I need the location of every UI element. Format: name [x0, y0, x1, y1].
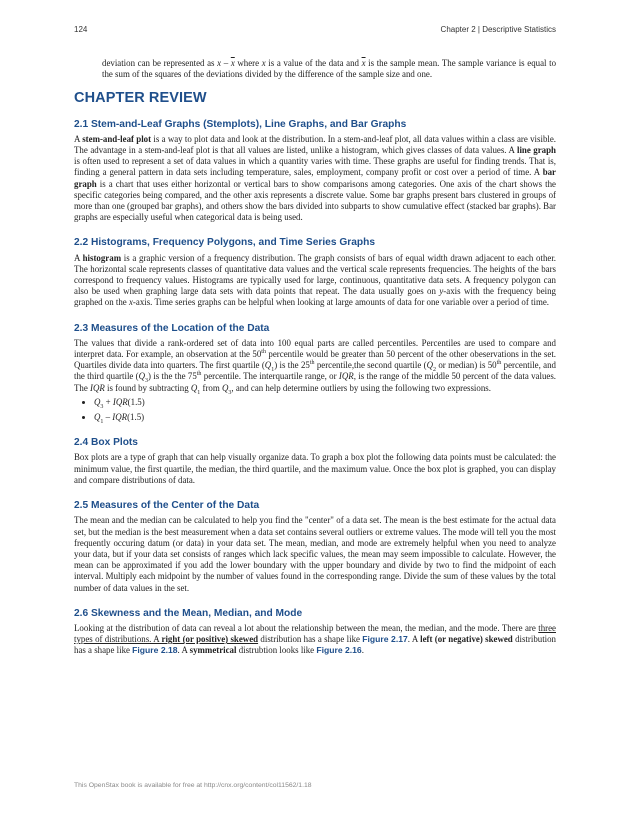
section-2-4: [74, 437, 556, 486]
term-bar-graph: bar graph: [74, 167, 556, 189]
list-item: • $Q_1 - IQR(1.5)$: [94, 412, 556, 423]
section-paragraph: The values that divide a rank-ordered set of data into 100 equal parts are called percentiles. Percentiles are used to compare and interpret data. For example, an observation at the 50th percentile would be greater than 50 percent of the other obeservations in the set. Quartiles divide data into quarters. The first quartile $(Q_1)$ is the 25th percentile,the second quartile ($Q_2$ or median) is 50th percentile, and the third quartile $(Q_3)$ is the the 75th percentile. The interquartile range, or IQR, is the range of the middle 50 percent of the data values. The IQR is found by subtracting $Q_1$ from $Q_3$, and can help determine outliers by using the following two expressions.: [74, 337, 557, 396]
section-heading: 2.6 Skewness and the Mean, Median, and Mode: [74, 607, 303, 619]
section-2-1: [74, 119, 556, 224]
section-paragraph: Looking at the distribution of data can reveal a lot about the relationship between the mean, the median, and the mode. There are three types of distributions. A right (or positive) skewed distribution has a shape like Figure 2.17. A left (or negative) skewed distribution has a shape like Figure 2.18. A symmetrical distrubtion looks like Figure 2.16.: [74, 622, 556, 656]
section-2-6: [74, 608, 556, 657]
page-content: [74, 58, 556, 671]
section-2-5: [74, 500, 556, 594]
list-item: • $Q_3 + IQR(1.5)$: [94, 397, 556, 408]
section-paragraph: A stem-and-leaf plot is a way to plot data and look at the distribution. In a stem-and-leaf plot, all data values within a class are visible. The advantage in a stem-and-leaf plot is that all values are listed, unlike a histogram, which gives classes of data values. A line graph is often used to represent a set of data values in which a quantity varies with time. These graphs are useful for finding trends. That is, finding a general pattern in data sets including temperature, sales, employment, company profit or cost over a period of time. A bar graph is a chart that uses either horizontal or vertical bars to show comparisons among categories. One axis of the chart shows the specific categories being compared, and the other axis represents a discrete value. Some bar graphs present bars clustered in groups of more than one (grouped bar graphs), and others show the bars divided into subparts to show cumulative effect (stacked bar graphs). Bar graphs are especially useful when categorical data is being used.: [74, 133, 556, 223]
page-footer: This OpenStax book is available for free at http://cnx.org/content/col11562/1.18: [74, 782, 312, 789]
section-2-2: [74, 237, 556, 308]
figure-2-18-link[interactable]: Figure 2.18: [132, 645, 178, 656]
x-bar-symbol: $\overline{x}$: [230, 58, 235, 68]
chapter-header: Chapter 2 | Descriptive Statistics: [440, 25, 556, 34]
term-line-graph: line graph: [516, 145, 556, 156]
page-number: 124: [74, 25, 88, 34]
outlier-expressions-list: [74, 397, 556, 423]
term-stem-and-leaf-plot: stem-and-leaf plot: [82, 133, 152, 144]
section-heading: 2.5 Measures of the Center of the Data: [74, 500, 260, 512]
x-bar-symbol: $\overline{x}$: [361, 58, 366, 68]
section-paragraph: Box plots are a type of graph that can help visually organize data. To graph a box plot the following data points must be calculated: the minimum value, the first quartile, the median, the third quartile, and the maximum value. Once the box plot is graphed, you can display and compare distributions of data.: [74, 452, 556, 485]
section-paragraph: The mean and the median can be calculated to help you find the "center" of a data set. The mean is the best estimate for the actual data set, but the median is the best measurement when a data set contains several outliers or extreme values. The mode will tell you the most frequently occuring datum (or data) in your data set. The mean, median, and mode are extremely helpful when you need to analyze your data, but if your data set consists of ranges which lack specific values, the mean may seem impossible to calculate. However, the mean can be approximated if you add the lower boundary with the upper boundary and divide by two to find the midpoint of each interval. Multiply each midpoint by the number of values found in the corresponding range. Divide the sum of these values by the total number of data values in the set.: [74, 515, 556, 593]
intro-paragraph: deviation can be represented as x – $\overline{x}$ where x is a value of the data and $\overline{x}$ is the sample mean. The sample variance is equal to the sum of the squares of the deviations divided by the difference of the sample size and one.: [102, 58, 557, 80]
section-2-3: [74, 323, 556, 424]
figure-2-17-link[interactable]: Figure 2.17: [362, 634, 408, 645]
section-heading: 2.4 Box Plots: [74, 437, 138, 449]
chapter-review-title: CHAPTER REVIEW: [74, 90, 207, 107]
section-paragraph: A histogram is a graphic version of a frequency distribution. The graph consists of bars of equal width drawn adjacent to each other. The horizontal scale represents classes of quantitative data values and the vertical scale represents frequencies. The heights of the bars correspond to frequency values. Histograms are typically used for large, continuous, quantitative data sets. A frequency polygon can also be used when graphing large data sets with data points that repeat. The data usually goes on y-axis with the frequency being graphed on the x-axis. Time series graphs can be helpful when looking at large amounts of data for one variable over a period of time.: [74, 252, 557, 308]
section-heading: 2.2 Histograms, Frequency Polygons, and Time Series Graphs: [74, 237, 376, 249]
term-histogram: histogram: [82, 252, 122, 263]
section-heading: 2.3 Measures of the Location of the Data: [74, 322, 270, 334]
section-heading: 2.1 Stem-and-Leaf Graphs (Stemplots), Line Graphs, and Bar Graphs: [74, 118, 407, 130]
figure-2-16-link[interactable]: Figure 2.16: [316, 645, 362, 656]
